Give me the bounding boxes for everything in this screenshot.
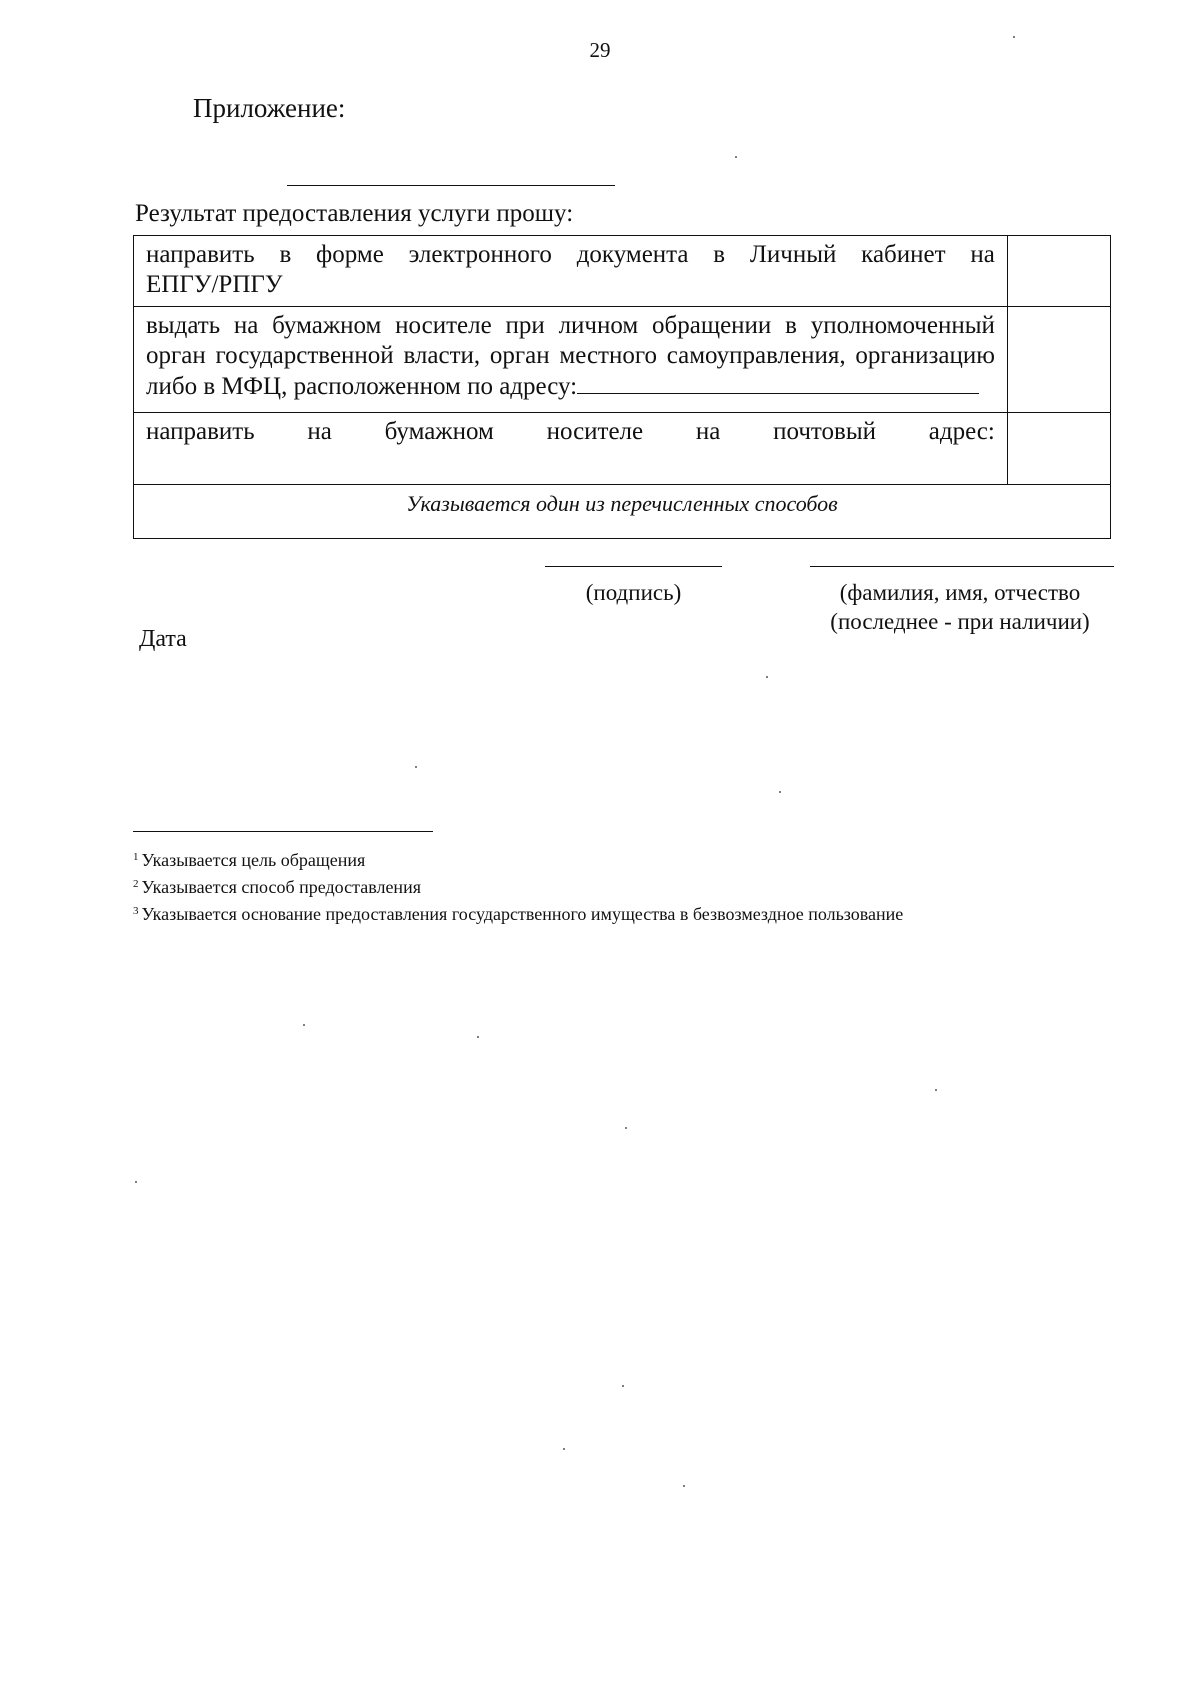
footnote-mark: 2 xyxy=(133,878,139,890)
footnote-item xyxy=(133,872,903,899)
scan-speck xyxy=(766,676,768,678)
scan-speck xyxy=(477,1036,479,1038)
option-checkbox-paper-in-person[interactable] xyxy=(1007,307,1110,413)
address-blank-line[interactable] xyxy=(577,371,979,394)
footnotes xyxy=(133,845,903,926)
option-row-paper-in-person xyxy=(134,307,1111,413)
option-word: направить xyxy=(146,241,255,268)
option-word: кабинет xyxy=(861,241,946,268)
option-text-electronic xyxy=(134,236,1008,307)
option-checkbox-electronic[interactable] xyxy=(1007,236,1110,307)
signature-caption: (подпись) xyxy=(585,580,682,605)
option-row-postal xyxy=(134,413,1111,485)
footnote-separator xyxy=(133,831,433,832)
option-word: на xyxy=(307,418,332,445)
option-word: на xyxy=(695,418,721,445)
option-word: документа xyxy=(576,241,689,268)
footnote-text: Указывается способ предоставления xyxy=(141,877,421,897)
scan-speck xyxy=(935,1089,937,1091)
scan-speck xyxy=(622,1385,624,1387)
option-word: бумажном xyxy=(384,418,494,445)
option-text-paper-in-person xyxy=(134,307,1008,413)
option-word: в xyxy=(279,241,292,268)
option-word: электронного xyxy=(408,241,552,268)
footnote-text: Указывается основание предоставления государственного имущества в безвозмездное пользование xyxy=(141,904,904,924)
signature-line[interactable] xyxy=(545,566,722,567)
option-word: направить xyxy=(146,418,255,445)
option-electronic-line1 xyxy=(146,240,995,270)
option-electronic-line2: ЕПГУ/РПГУ xyxy=(146,271,283,298)
appendix-label: Приложение: xyxy=(193,93,346,123)
scan-speck xyxy=(625,1127,627,1129)
option-word: форме xyxy=(316,241,384,268)
footnote-item xyxy=(133,845,903,872)
option-word: адрес: xyxy=(928,418,995,445)
footnote-mark: 1 xyxy=(133,851,139,863)
option-word: в xyxy=(713,241,726,268)
option-postal-line1 xyxy=(146,417,995,447)
footnote-item xyxy=(133,899,903,926)
option-row-electronic xyxy=(134,236,1111,307)
options-note: Указывается один из перечисленных способов xyxy=(134,485,1111,539)
delivery-options-table xyxy=(133,235,1111,539)
full-name-caption-line2: (последнее - при наличии) xyxy=(830,609,1090,634)
full-name-caption xyxy=(810,578,1110,636)
scan-speck xyxy=(1013,36,1015,38)
full-name-caption-line1: (фамилия, имя, отчество xyxy=(839,580,1081,605)
option-word: почтовый xyxy=(773,418,877,445)
scan-speck xyxy=(779,791,781,793)
option-word: на xyxy=(970,241,995,268)
scan-speck xyxy=(303,1024,305,1026)
option-checkbox-postal[interactable] xyxy=(1007,413,1110,485)
scan-speck xyxy=(415,766,417,768)
date-label: Дата xyxy=(139,626,187,652)
footnote-mark: 3 xyxy=(133,905,139,917)
option-row-note xyxy=(134,485,1111,539)
option-word: Личный xyxy=(749,241,837,268)
scan-speck xyxy=(683,1485,685,1487)
scan-speck xyxy=(735,156,737,158)
option-paper-in-person-text: выдать на бумажном носителе при личном обращении в уполномоченный орган государственной власти, орган местного самоуправления, организацию либо в МФЦ, расположенном по адресу: xyxy=(146,312,995,400)
scan-speck xyxy=(135,1181,137,1183)
result-label: Результат предоставления услуги прошу: xyxy=(135,200,574,227)
appendix-blank-line xyxy=(287,185,615,186)
option-text-postal xyxy=(134,413,1008,485)
option-word: носителе xyxy=(546,418,644,445)
full-name-line[interactable] xyxy=(810,566,1114,567)
page-number: 29 xyxy=(589,38,611,62)
footnote-text: Указывается цель обращения xyxy=(141,850,366,870)
scan-speck xyxy=(563,1448,565,1450)
